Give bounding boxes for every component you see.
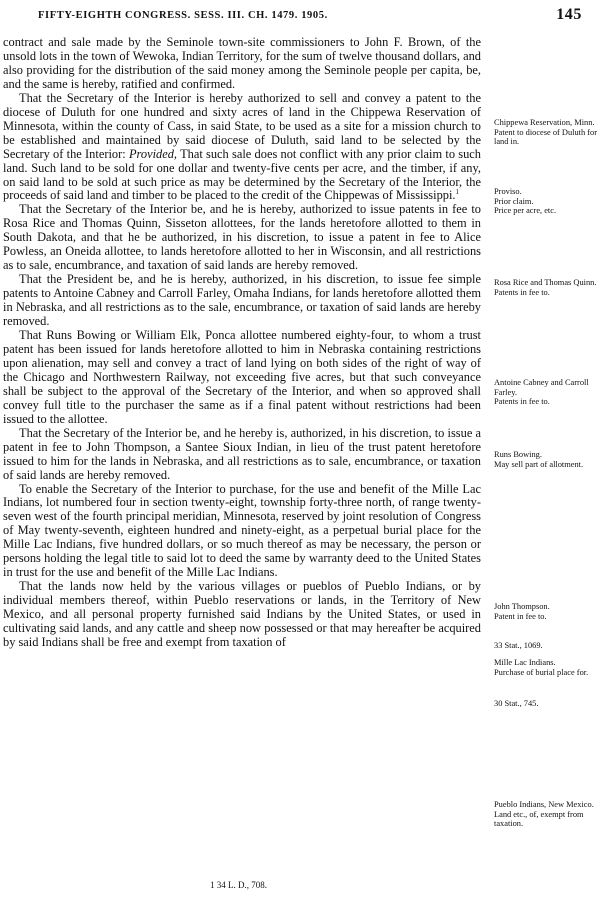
page-number: 145 — [556, 6, 582, 23]
margin-note-subtitle: Patent to diocese of Duluth for land in. — [494, 127, 598, 146]
footnote-marker: 1 — [455, 188, 459, 197]
margin-note-subtitle: Patents in fee to. — [494, 397, 550, 406]
margin-note-statute-745 — [494, 699, 598, 709]
margin-note-proviso — [494, 187, 598, 216]
paragraph-john-thompson: That the Secretary of the Interior be, and he hereby is, authorized, in his discretion, to issue a patent in fee to John Thompson, a Santee Sioux Indian, in lieu of the trust patent heretofore issued to him for the lands in Nebraska, and all restrictions as to sale, encumbrance, or taxation of said lands are hereby removed. — [3, 425, 481, 482]
chippewa-text-b: That such sale does not conflict with any prior claim to such land. Such land to be sold for one dollar and twenty-five cents per acre, and the timber, if any, on said land to be sold at such price as may be determined by the Secretary of the Interior, the proceeds of said land and timber to be placed to the credit of the Chippewas of Mississippi. — [3, 146, 481, 203]
page-header — [16, 6, 584, 28]
paragraph-pueblo: That the lands now held by the various villages or pueblos of Pueblo Indians, or by individual members thereof, within Pueblo reservations or lands, in the Territory of New Mexico, and all personal property furnished said Indians by the United States, or used in cultivating said lands, and any cattle and sheep now possessed or that may hereafter be acquired by said Indians shall be free and exempt from taxation of — [3, 579, 481, 649]
margin-note-runs-bowing — [494, 450, 598, 469]
paragraph-runs-bowing: That Runs Bowing or William Elk, Ponca allottee numbered eighty-four, to whom a trust patent has been issued for lands heretofore allotted to him in Nebraska containing restrictions upon alienation, may sell and convey a tract of land lying on both sides of the right of way of the Chicago and Northwestern Railway, not exceeding five acres, but that such conveyance shall be subject to the approval of the Secretary of the Interior, and when so approved shall convey full title to the purchaser the same as if a final patent without restrictions had been issued to the allottee. — [3, 328, 481, 426]
margin-note-citation: 33 Stat., 1069. — [494, 641, 543, 650]
margin-note-title: John Thompson. — [494, 602, 550, 611]
margin-note-title: Antoine Cabney and Carroll Farley. — [494, 378, 589, 397]
paragraph-mille-lac: To enable the Secretary of the Interior to purchase, for the use and benefit of the Mille Lac Indians, lot numbered four in section twenty-eight, township forty-three north, of range twenty-seven west of the fourth principal meridian, Minnesota, reserved by joint resolution of Congress of May twenty-seventh, eighteen hundred and ninety-eight, as a perpetual burial place for the Mille Lac Indians, five hundred dollars, or so much thereof as may be necessary, the person or persons holding the legal title to said lot to deed the same by warranty deed to the United States in trust for the use and benefit of the Mille Lac Indians. — [3, 481, 481, 580]
margin-note-subtitle: Patent in fee to. — [494, 611, 547, 621]
margin-note-title: Chippewa Reservation, Minn. — [494, 118, 595, 127]
margin-note-subtitle: Patents in fee to. — [494, 287, 550, 297]
margin-note-antoine-cabney — [494, 378, 598, 407]
running-head: FIFTY-EIGHTH CONGRESS. SESS. III. CH. 1479. 1905. — [38, 10, 328, 21]
statute-text — [3, 36, 481, 650]
margin-note-mille-lac — [494, 658, 598, 677]
proviso-label: Provided, — [128, 146, 177, 161]
margin-note-title: Rosa Rice and Thomas Quinn. — [494, 278, 597, 287]
paragraph-antoine-cabney: That the President be, and he is hereby, authorized, in his discretion, to issue fee simple patents to Antoine Cabney and Carroll Farley, Omaha Indians, for lands heretofore allotted them in Nebraska, and all restrictions as to the sale, encumbrance, or taxation of said lands are hereby removed. — [3, 272, 481, 329]
margin-note-pueblo — [494, 800, 598, 829]
paragraph-rosa-rice: That the Secretary of the Interior be, and he is hereby, authorized to issue patents in fee to Rosa Rice and Thomas Quinn, Sisseton allottees, for the lands heretofore allotted to them in South Dakota, and that he be authorized, in his discretion, to issue a patent in fee to Alice Powless, an Oneida allottee, to lands heretofore allotted to her in Wisconsin, and all restrictions as to sale, encumbrance, and taxation of said lands are hereby removed. — [3, 202, 481, 273]
margin-note-citation: 30 Stat., 745. — [494, 699, 539, 708]
margin-note-rosa-rice — [494, 278, 598, 297]
margin-note-title: Runs Bowing. — [494, 450, 542, 459]
margin-note-subtitle: Land etc., of, exempt from taxation. — [494, 809, 584, 828]
margin-note-title: Mille Lac Indians. — [494, 658, 556, 667]
footnote: 1 34 L. D., 708. — [210, 880, 267, 890]
margin-note-title: Proviso. — [494, 187, 522, 196]
margin-note-subtitle: Price per acre, etc. — [494, 206, 557, 215]
margin-note-statute-1069 — [494, 641, 598, 651]
margin-note-subtitle: Purchase of burial place for. — [494, 667, 589, 677]
paragraph-chippewa — [3, 92, 481, 204]
margin-note-john-thompson — [494, 602, 598, 621]
paragraph-seminole: contract and sale made by the Seminole town-site commissioners to John F. Brown, of the unsold lots in the town of Wewoka, Indian Territory, for the sum of twelve thousand dollars, and also providing for the distribution of the said money among the Seminole people per capita, be, and the same is hereby, ratified and confirmed. — [3, 35, 481, 91]
chippewa-text-a: That the Secretary of the Interior is hereby authorized to sell and convey a patent to the diocese of Duluth for one hundred and sixty acres of land in the Chippewa Reservation of Minnesota, within the county of Cass, in said State, to be used as a site for a mission church to be established and maintained by said diocese of Duluth, said land to be selected by the Secretary of the Interior: — [3, 90, 481, 161]
margin-note-subtitle: Prior claim. — [494, 196, 534, 206]
margin-note-title: Pueblo Indians, New Mexico. — [494, 800, 594, 809]
margin-note-chippewa — [494, 118, 598, 147]
margin-note-subtitle: May sell part of allotment. — [494, 459, 584, 469]
